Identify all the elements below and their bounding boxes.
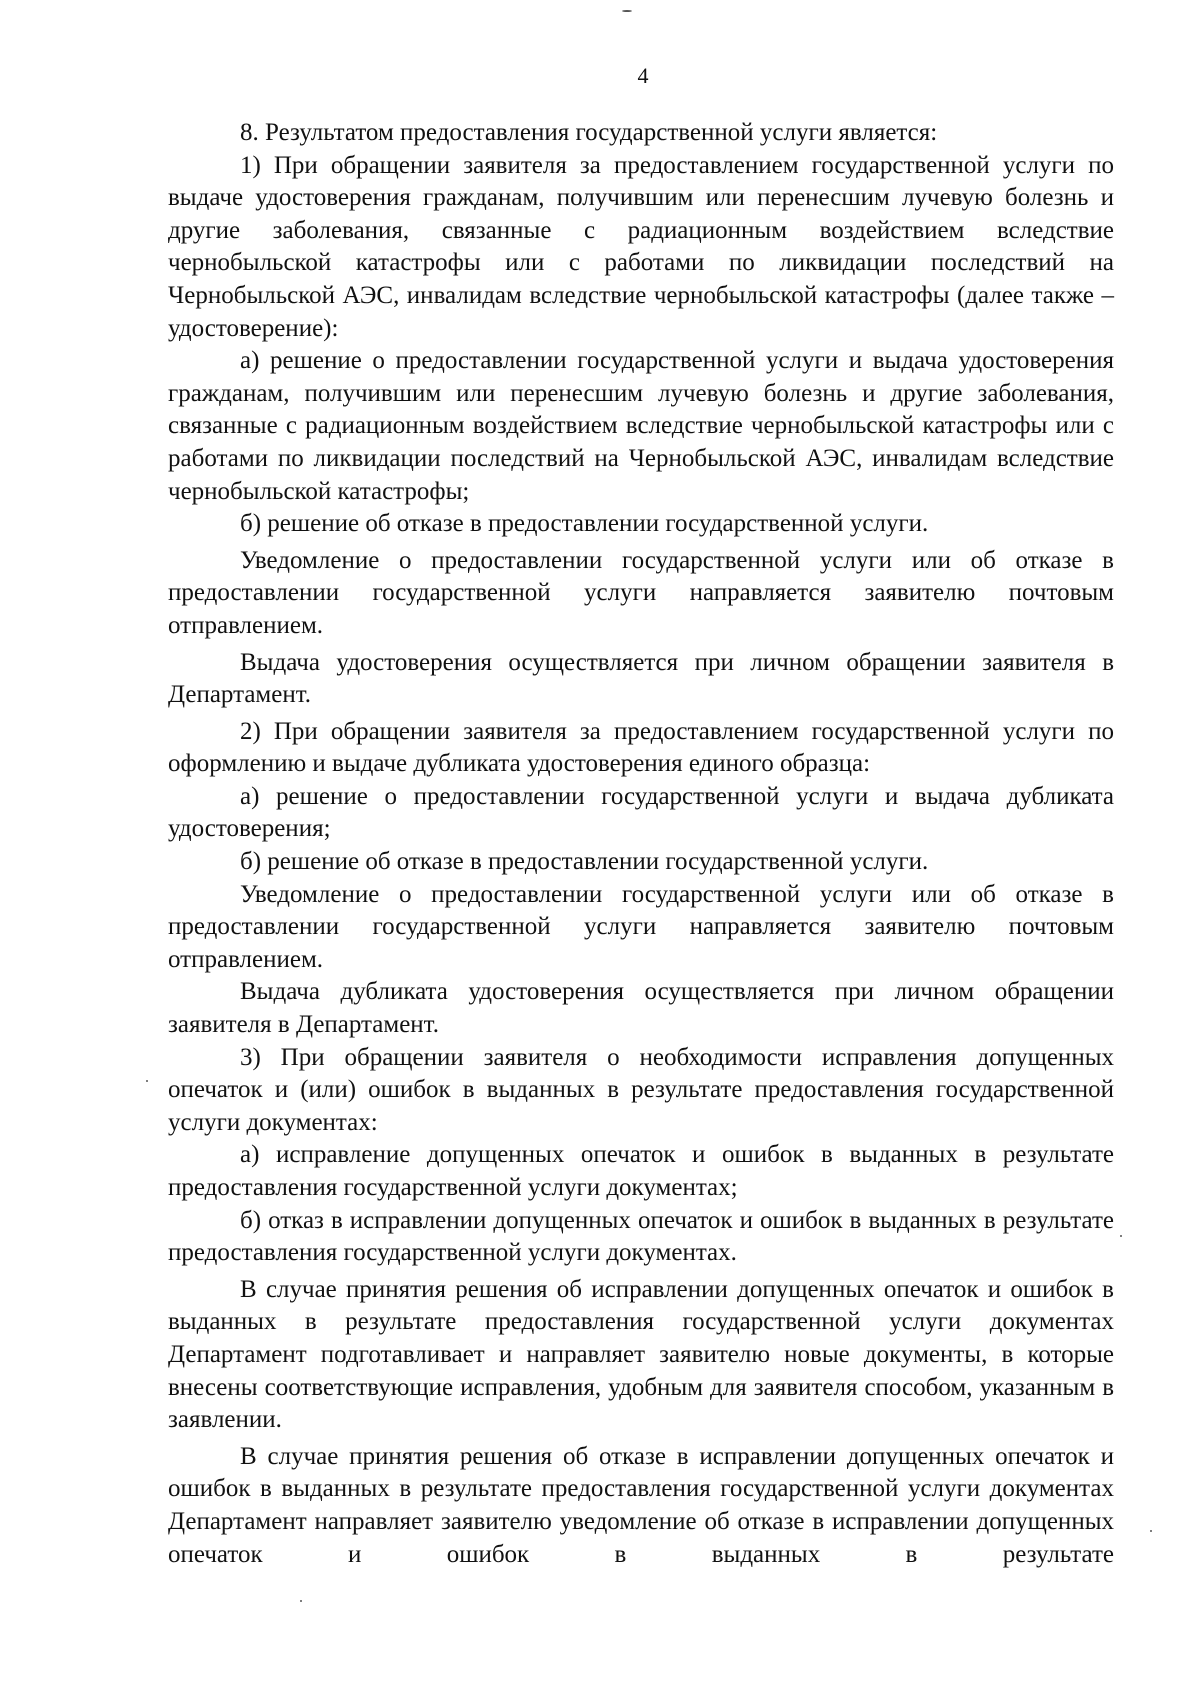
paragraph-subitem-3: 3) При обращении заявителя о необходимости исправления допущенных опечаток и (или) ошибок в выданных в результате предоставления государственной услуги документах: [168, 1043, 1114, 1136]
scan-speck [622, 10, 632, 12]
scan-speck [300, 1600, 302, 1602]
paragraph-issuance-2: Выдача дубликата удостоверения осуществляется при личном обращении заявителя в Департамент. [168, 978, 1114, 1039]
paragraph-subitem-3a: а) исправление допущенных опечаток и ошибок в выданных в результате предоставления государственной услуги документах; [168, 1141, 1114, 1201]
scan-speck [146, 1080, 148, 1082]
paragraph-issuance-1: Выдача удостоверения осуществляется при личном обращении заявителя в Департамент. [168, 648, 1114, 709]
paragraph-notification-1: Уведомление о предоставлении государственной услуги или об отказе в предоставлении государственной услуги направляется заявителю почтовым отправлением. [168, 546, 1114, 639]
document-body [168, 117, 1114, 1571]
paragraph-subitem-1: 1) При обращении заявителя за предоставлением государственной услуги по выдаче удостоверения гражданам, получившим или перенесшим лучевую болезнь и другие заболевания, связанные с радиационным воздействием вследствие чернобыльской катастрофы или с работами по ликвидации последствий на Чернобыльской АЭС, инвалидам вследствие чернобыльской катастрофы (далее также –удостоверение): [168, 151, 1114, 342]
paragraph-refusal-decision: В случае принятия решения об отказе в исправлении допущенных опечаток и ошибок в выданных в результате предоставления государственной услуги документах Департамент направляет заявителю уведомление об отказе в исправлении допущенных опечаток и ошибок в выданных в результате [168, 1442, 1114, 1568]
paragraph-notification-2: Уведомление о предоставлении государственной услуги или об отказе в предоставлении государственной услуги направляется заявителю почтовым отправлением. [168, 880, 1114, 973]
page-number: 4 [637, 63, 649, 88]
paragraph-item-8-heading: 8. Результатом предоставления государственной услуги является: [240, 119, 938, 146]
paragraph-subitem-2a: а) решение о предоставлении государственной услуги и выдача дубликата удостоверения; [168, 782, 1114, 843]
scan-speck [1120, 1235, 1122, 1237]
paragraph-subitem-1a: а) решение о предоставлении государственной услуги и выдача удостоверения гражданам, получившим или перенесшим лучевую болезнь и другие заболевания, связанные с радиационным воздействием вследствие чернобыльской катастрофы или с работами по ликвидации последствий на Чернобыльской АЭС, инвалидам вследствие чернобыльской катастрофы; [168, 347, 1114, 505]
paragraph-subitem-2: 2) При обращении заявителя за предоставлением государственной услуги по оформлению и выдаче дубликата удостоверения единого образца: [168, 717, 1114, 778]
paragraph-correction-decision: В случае принятия решения об исправлении допущенных опечаток и ошибок в выданных в результате предоставления государственной услуги документах Департамент подготавливает и направляет заявителю новые документы, в которые внесены соответствующие исправления, удобным для заявителя способом, указанным в заявлении. [168, 1275, 1114, 1434]
paragraph-subitem-2b: б) решение об отказе в предоставлении государственной услуги. [240, 848, 929, 876]
paragraph-subitem-3b: б) отказ в исправлении допущенных опечаток и ошибок в выданных в результате предоставления государственной услуги документах. [168, 1206, 1114, 1267]
paragraph-subitem-1b: б) решение об отказе в предоставлении государственной услуги. [240, 510, 929, 538]
scan-speck [1150, 1530, 1152, 1532]
